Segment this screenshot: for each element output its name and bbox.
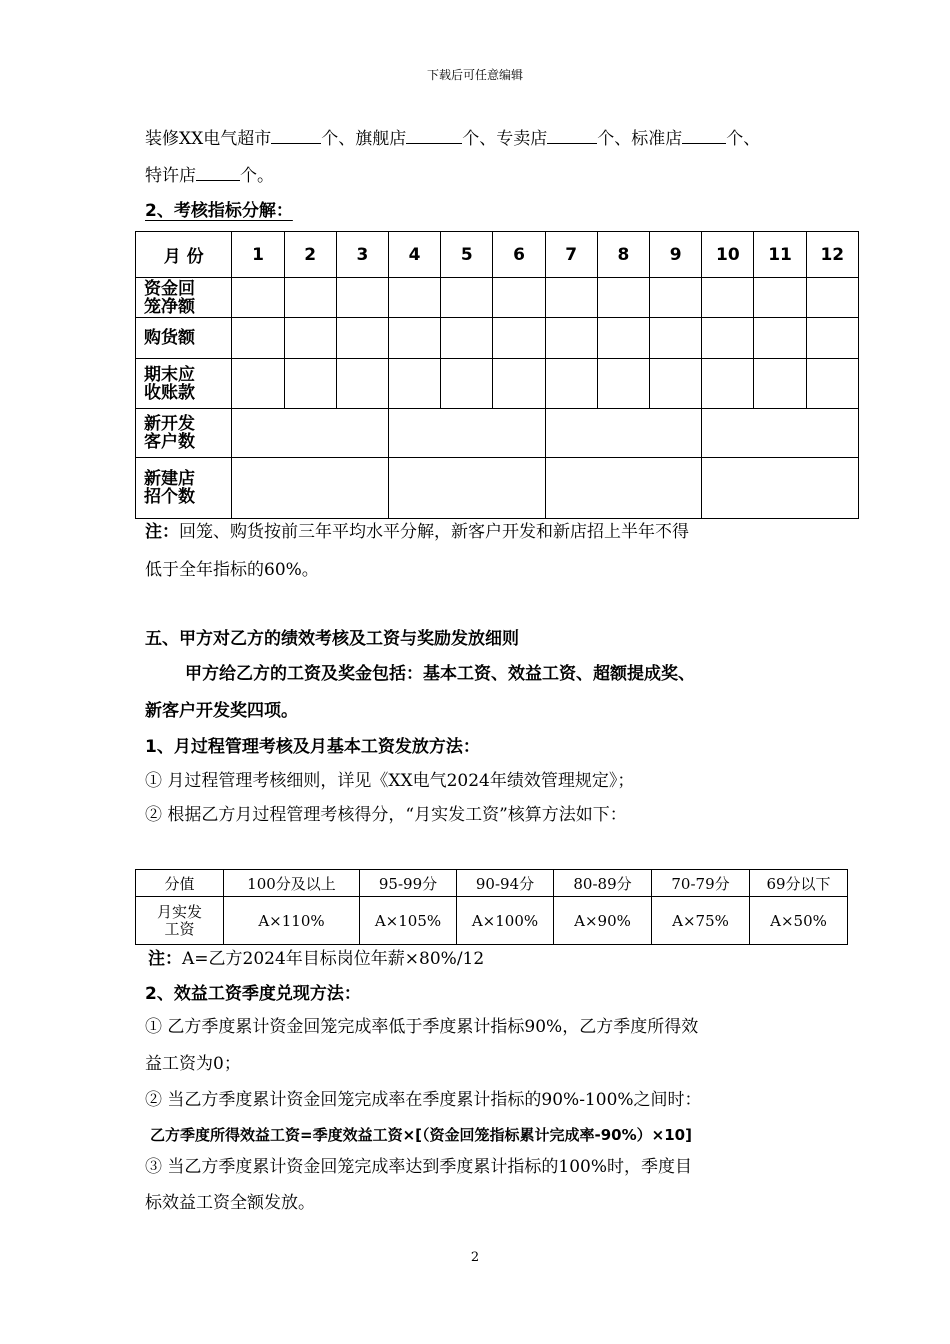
data-cell[interactable] [754, 318, 806, 359]
blank-field-flagship[interactable] [406, 127, 462, 144]
data-cell[interactable] [493, 359, 545, 409]
data-cell[interactable] [284, 278, 336, 318]
section-5-intro-2: 新客户开发奖四项。 [145, 701, 298, 721]
data-cell[interactable] [336, 278, 388, 318]
score-cell: 95-99分 [360, 870, 457, 897]
data-cell[interactable] [545, 318, 597, 359]
data-cell[interactable] [441, 318, 493, 359]
data-cell[interactable] [650, 318, 702, 359]
month-cell: 6 [493, 232, 545, 278]
data-cell[interactable] [754, 278, 806, 318]
score-cell: 80-89分 [554, 870, 652, 897]
store-count-line-1 [145, 127, 760, 150]
row-header-purchase: 购货额 [136, 318, 232, 359]
month-cell: 10 [702, 232, 754, 278]
page-header: 下载后可任意编辑 [426, 68, 523, 82]
row-header-new-stores: 新建店 招个数 [136, 458, 232, 519]
month-cell: 4 [389, 232, 441, 278]
note-label: 注： [145, 522, 179, 542]
blank-field-supermarket[interactable] [271, 127, 321, 144]
score-row [136, 870, 848, 897]
score-cell: 90-94分 [457, 870, 554, 897]
quarter-cell[interactable] [702, 458, 859, 519]
table-row [136, 318, 859, 359]
section-5-intro-1: 甲方给乙方的工资及奖金包括：基本工资、效益工资、超额提成奖、 [185, 664, 695, 684]
salary-note [148, 948, 484, 970]
quarter-cell[interactable] [702, 409, 859, 458]
quarter-cell[interactable] [389, 409, 546, 458]
score-cell: 70-79分 [652, 870, 750, 897]
month-cell: 3 [336, 232, 388, 278]
data-cell[interactable] [545, 359, 597, 409]
row-header-cash-return: 资金回 笼净额 [136, 278, 232, 318]
month-cell: 5 [441, 232, 493, 278]
month-header-row [136, 232, 859, 278]
goal-note-line-1 [145, 521, 689, 543]
month-cell: 7 [545, 232, 597, 278]
salary-note-text: A=乙方2024年目标岗位年薪×80%/12 [182, 949, 485, 969]
month-cell: 1 [232, 232, 284, 278]
month-header-cell: 月 份 [136, 232, 232, 278]
pay-cell: A×50% [750, 897, 848, 945]
monthly-salary-table [135, 869, 848, 945]
data-cell[interactable] [806, 359, 858, 409]
subsection-2-item-1-line-2: 益工资为0； [145, 1054, 241, 1074]
data-cell[interactable] [493, 278, 545, 318]
table-row [136, 409, 859, 458]
data-cell[interactable] [336, 318, 388, 359]
month-cell: 8 [597, 232, 649, 278]
page-number: 2 [470, 1250, 480, 1265]
pay-cell: A×100% [457, 897, 554, 945]
store-text-a: 装修XX电气超市 [145, 129, 272, 149]
data-cell[interactable] [284, 318, 336, 359]
data-cell[interactable] [389, 318, 441, 359]
data-cell[interactable] [702, 318, 754, 359]
subsection-2-item-3-line-2: 标效益工资全额发放。 [145, 1193, 315, 1213]
subsection-2-item-3-line-1: ③ 当乙方季度累计资金回笼完成率达到季度累计指标的100%时，季度目 [145, 1157, 693, 1177]
goal-section-title: 2、考核指标分解： [145, 201, 293, 221]
subsection-2-item-2: ② 当乙方季度累计资金回笼完成率在季度累计指标的90%-100%之间时： [145, 1090, 702, 1110]
table-row [136, 278, 859, 318]
data-cell[interactable] [336, 359, 388, 409]
section-5-title: 五、甲方对乙方的绩效考核及工资与奖励发放细则 [145, 629, 519, 649]
data-cell[interactable] [441, 359, 493, 409]
data-cell[interactable] [232, 359, 284, 409]
data-cell[interactable] [650, 278, 702, 318]
store-text-b: 个、旗舰店 [321, 129, 407, 149]
score-cell: 69分以下 [750, 870, 848, 897]
score-header-cell: 分值 [136, 870, 224, 897]
quarter-cell[interactable] [232, 409, 389, 458]
pay-row [136, 897, 848, 945]
table-row [136, 458, 859, 519]
pay-cell: A×105% [360, 897, 457, 945]
subsection-2-item-1-line-1: ① 乙方季度累计资金回笼完成率低于季度累计指标90%，乙方季度所得效 [145, 1017, 699, 1037]
note-label: 注： [148, 949, 182, 969]
data-cell[interactable] [702, 278, 754, 318]
table-row [136, 359, 859, 409]
data-cell[interactable] [597, 278, 649, 318]
quarter-cell[interactable] [545, 458, 702, 519]
benefit-wage-formula: 乙方季度所得效益工资=季度效益工资×[（资金回笼指标累计完成率-90%）×10] [150, 1126, 692, 1144]
row-header-new-customers: 新开发 客户数 [136, 409, 232, 458]
data-cell[interactable] [284, 359, 336, 409]
quarter-cell[interactable] [545, 409, 702, 458]
month-cell: 9 [650, 232, 702, 278]
row-header-receivables: 期末应 收账款 [136, 359, 232, 409]
blank-field-specialty[interactable] [547, 127, 597, 144]
data-cell[interactable] [806, 278, 858, 318]
data-cell[interactable] [806, 318, 858, 359]
month-cell: 2 [284, 232, 336, 278]
quarter-cell[interactable] [232, 458, 389, 519]
data-cell[interactable] [545, 278, 597, 318]
store-text-e: 个、 [726, 129, 761, 149]
data-cell[interactable] [754, 359, 806, 409]
goal-breakdown-table [135, 231, 859, 519]
data-cell[interactable] [441, 278, 493, 318]
store-text-g: 个。 [240, 166, 274, 186]
blank-field-franchise[interactable] [196, 164, 240, 181]
data-cell[interactable] [232, 318, 284, 359]
pay-cell: A×90% [554, 897, 652, 945]
subsection-1-title: 1、月过程管理考核及月基本工资发放方法： [145, 737, 480, 757]
quarter-cell[interactable] [389, 458, 546, 519]
data-cell[interactable] [597, 359, 649, 409]
pay-header-cell: 月实发 工资 [136, 897, 224, 945]
data-cell[interactable] [702, 359, 754, 409]
month-cell: 11 [754, 232, 806, 278]
subsection-2-title: 2、效益工资季度兑现方法： [145, 984, 361, 1004]
store-text-f: 特许店 [145, 166, 196, 186]
store-count-line-2 [145, 164, 274, 187]
score-cell: 100分及以上 [224, 870, 360, 897]
pay-cell: A×75% [652, 897, 750, 945]
data-cell[interactable] [389, 278, 441, 318]
data-cell[interactable] [232, 278, 284, 318]
goal-note-text: 回笼、购货按前三年平均水平分解，新客户开发和新店招上半年不得 [179, 522, 689, 542]
month-cell: 12 [806, 232, 858, 278]
goal-note-line-2: 低于全年指标的60%。 [145, 560, 319, 580]
data-cell[interactable] [389, 359, 441, 409]
store-text-c: 个、专卖店 [462, 129, 548, 149]
pay-cell: A×110% [224, 897, 360, 945]
data-cell[interactable] [650, 359, 702, 409]
blank-field-standard[interactable] [682, 127, 726, 144]
subsection-1-item-2: ② 根据乙方月过程管理考核得分，“月实发工资”核算方法如下： [145, 805, 627, 825]
store-text-d: 个、标准店 [597, 129, 683, 149]
data-cell[interactable] [493, 318, 545, 359]
subsection-1-item-1: ① 月过程管理考核细则，详见《XX电气2024年绩效管理规定》； [145, 771, 635, 791]
data-cell[interactable] [597, 318, 649, 359]
